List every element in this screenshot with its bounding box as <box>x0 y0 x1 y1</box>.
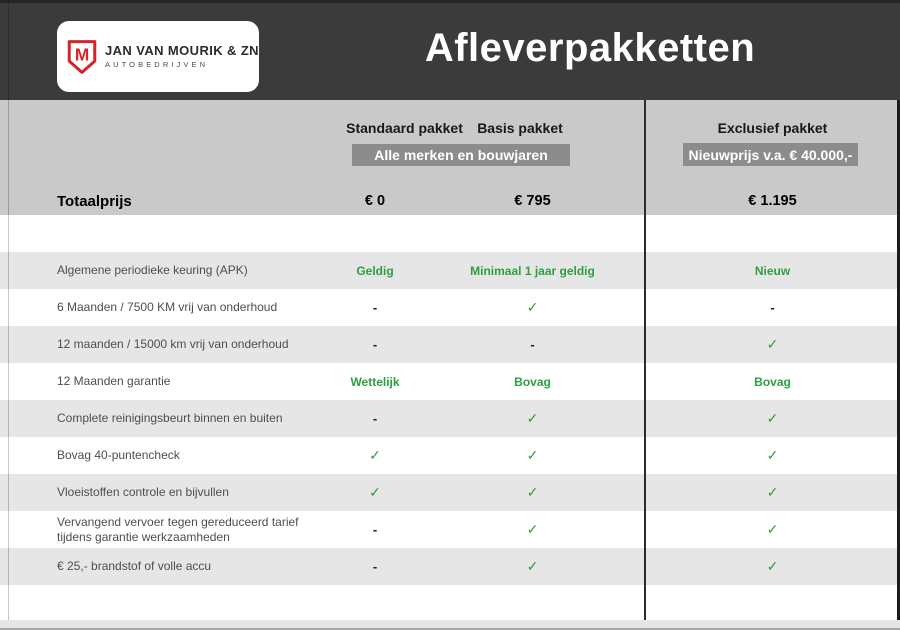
total-exclusief: € 1.195 <box>748 193 797 209</box>
feature-label: Algemene periodieke keuring (APK) <box>57 263 248 278</box>
feature-row <box>0 437 900 474</box>
check-mark-icon: ✓ <box>526 447 539 463</box>
exclusief-badge: Nieuwprijs v.a. € 40.000,- <box>683 143 858 166</box>
check-mark-icon: ✓ <box>766 558 779 574</box>
dash-mark: - <box>530 337 535 352</box>
total-standaard: € 0 <box>364 193 386 209</box>
feature-label: 12 Maanden garantie <box>57 374 171 389</box>
feature-row <box>0 474 900 511</box>
total-basis: € 795 <box>514 193 551 209</box>
feature-value: Bovag <box>754 374 791 389</box>
feature-label: 12 maanden / 15000 km vrij van onderhoud <box>57 337 289 352</box>
feature-row <box>0 326 900 363</box>
feature-row <box>0 363 900 400</box>
feature-value: Minimaal 1 jaar geldig <box>470 263 595 278</box>
header-bar <box>0 0 900 100</box>
check-mark-icon: ✓ <box>526 299 539 315</box>
check-mark-icon: ✓ <box>369 484 381 500</box>
bottom-strip <box>0 620 900 628</box>
column-header-standaard: Standaard pakket <box>346 120 463 136</box>
dash-mark: - <box>372 300 378 315</box>
check-mark-icon: ✓ <box>766 410 779 426</box>
feature-label: Vloeistoffen controle en bijvullen <box>57 485 229 500</box>
feature-row <box>0 400 900 437</box>
feature-value: Wettelijk <box>350 374 400 389</box>
feature-value: Nieuw <box>754 263 791 278</box>
exclusief-column-divider <box>644 100 646 630</box>
column-header-exclusief: Exclusief pakket <box>717 120 828 136</box>
totals-row <box>0 186 900 216</box>
page-title: Afleverpakketten <box>424 26 756 70</box>
company-name: JAN VAN MOURIK & ZN <box>105 42 259 58</box>
check-mark-icon: ✓ <box>766 484 779 500</box>
feature-row <box>0 289 900 326</box>
feature-label: Complete reinigingsbeurt binnen en buiten <box>57 411 283 426</box>
logo-monogram: M <box>74 43 90 64</box>
feature-label: 6 Maanden / 7500 KM vrij van onderhoud <box>57 300 278 315</box>
logo-shield-icon <box>67 39 97 75</box>
column-header-basis: Basis pakket <box>477 120 563 136</box>
feature-label: Bovag 40-puntencheck <box>57 448 180 463</box>
feature-label: Vervangend vervoer tegen gereduceerd tarief tijdens garantie werkzaamheden <box>57 515 299 544</box>
dash-mark: - <box>372 411 378 426</box>
dash-mark: - <box>372 337 378 352</box>
check-mark-icon: ✓ <box>369 447 381 463</box>
feature-row <box>0 548 900 585</box>
feature-value: Geldig <box>356 263 394 278</box>
check-mark-icon: ✓ <box>766 521 779 537</box>
feature-table <box>0 252 900 585</box>
check-mark-icon: ✓ <box>526 410 539 426</box>
check-mark-icon: ✓ <box>766 447 779 463</box>
feature-value: Bovag <box>514 374 551 389</box>
logo-text <box>105 44 259 70</box>
dash-mark: - <box>372 522 378 537</box>
feature-label: € 25,- brandstof of volle accu <box>57 559 212 574</box>
left-edge-line <box>8 0 9 630</box>
check-mark-icon: ✓ <box>526 484 539 500</box>
dash-mark: - <box>372 559 378 574</box>
totals-label: Totaalprijs <box>57 192 132 210</box>
check-mark-icon: ✓ <box>526 521 539 537</box>
check-mark-icon: ✓ <box>526 558 539 574</box>
feature-row <box>0 252 900 289</box>
company-logo <box>57 21 259 92</box>
company-subtitle: AUTOBEDRIJVEN <box>105 59 209 69</box>
standaard-basis-badge: Alle merken en bouwjaren <box>352 144 570 166</box>
dash-mark: - <box>770 300 775 315</box>
feature-row <box>0 511 900 548</box>
check-mark-icon: ✓ <box>766 336 779 352</box>
